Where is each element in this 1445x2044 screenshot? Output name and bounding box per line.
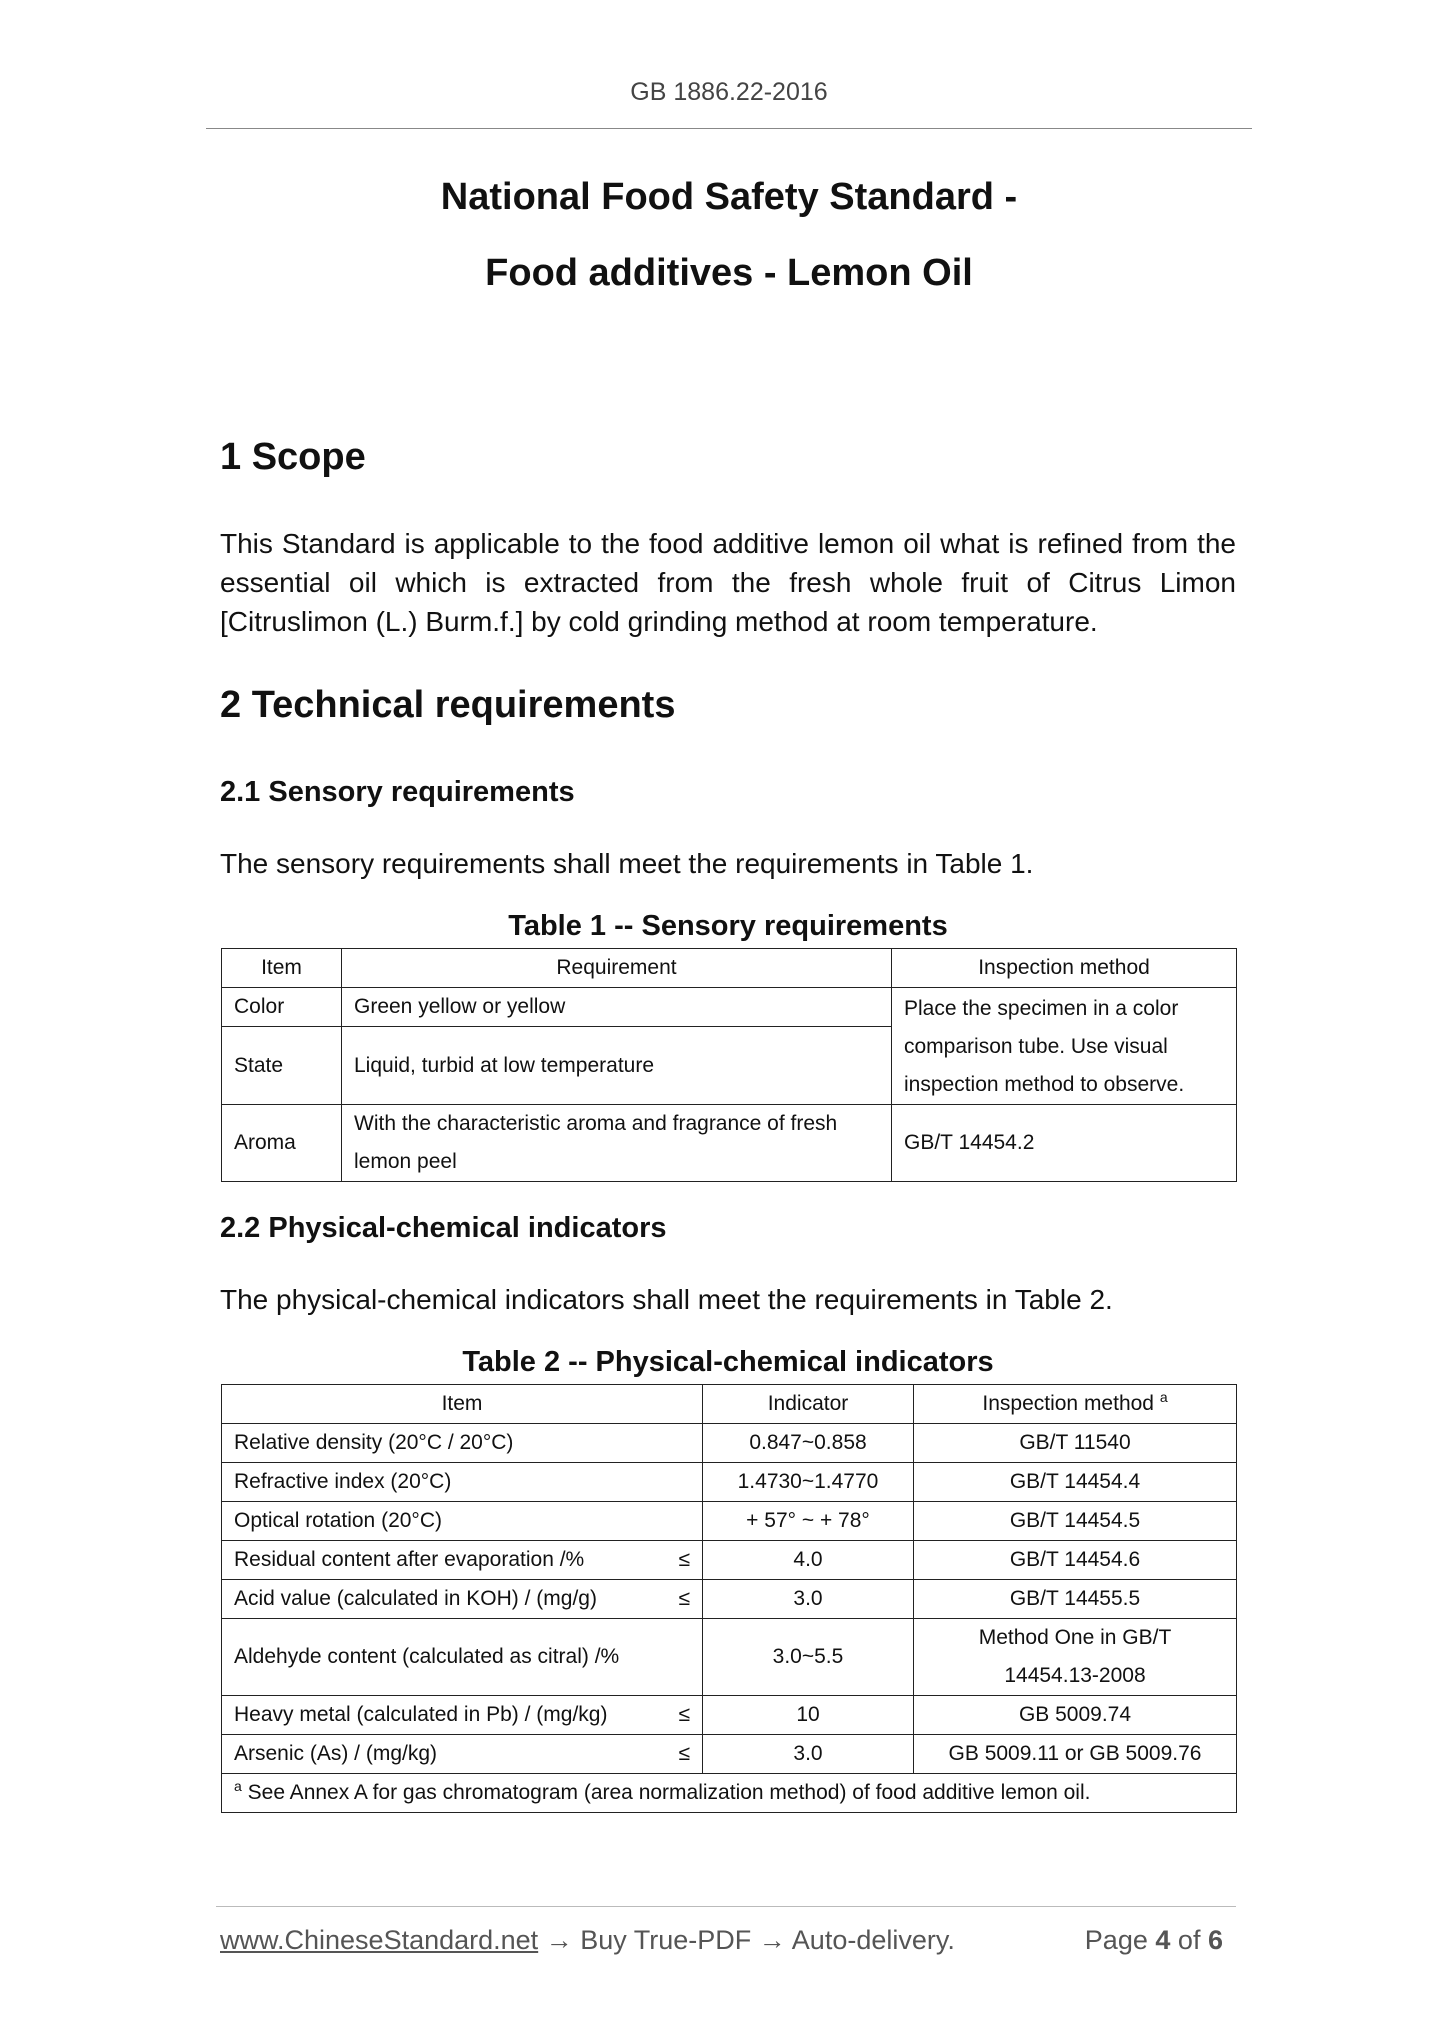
table-cell: 0.847~0.858: [703, 1424, 914, 1463]
table-cell: [222, 1424, 703, 1463]
subsection-physchem-text: The physical-chemical indicators shall meet the requirements in Table 2.: [220, 1284, 1113, 1315]
section-scope-heading: 1 Scope: [220, 436, 366, 478]
table-cell: [222, 1580, 703, 1619]
footnote-marker: a: [234, 1778, 242, 1794]
arrow-right-icon: →: [758, 1925, 786, 1955]
table-row: [222, 1619, 1237, 1696]
table-row: [222, 1105, 1237, 1182]
current-page: 4: [1155, 1925, 1171, 1955]
table-header-cell: Indicator: [703, 1385, 914, 1424]
footer-promo: [220, 1925, 955, 1956]
item-label: Residual content after evaporation /%: [234, 1548, 585, 1571]
header-method-label: Inspection method: [982, 1392, 1154, 1415]
table2-caption: Table 2 -- Physical-chemical indicators: [462, 1346, 994, 1378]
page-label: Page: [1084, 1925, 1148, 1955]
document-title-line1: National Food Safety Standard -: [440, 176, 1018, 218]
table-cell: State: [222, 1027, 342, 1105]
table-cell-merged-method: Place the specimen in a color comparison tube. Use visual inspection method to observe.: [892, 988, 1237, 1105]
item-label: Aldehyde content (calculated as citral) /%: [234, 1645, 620, 1668]
table-cell: [222, 1735, 703, 1774]
table-cell: Liquid, turbid at low temperature: [342, 1027, 892, 1105]
table-cell: 3.0~5.5: [703, 1619, 914, 1696]
page-indicator: [1085, 1925, 1223, 1956]
table-cell: 3.0: [703, 1580, 914, 1619]
of-label: of: [1177, 1925, 1201, 1955]
total-pages: 6: [1207, 1925, 1223, 1955]
item-label: Refractive index (20°C): [234, 1470, 452, 1493]
table-header-cell: Inspection method: [892, 949, 1237, 988]
arrow-right-icon: →: [545, 1925, 573, 1955]
table-cell: 3.0: [703, 1735, 914, 1774]
document-id: GB 1886.22-2016: [630, 78, 828, 106]
table-cell: [222, 1463, 703, 1502]
footnote-marker: a: [1159, 1389, 1168, 1405]
table-footnote: [222, 1774, 1237, 1813]
table-row: [222, 1580, 1237, 1619]
table-cell: GB/T 14455.5: [914, 1580, 1237, 1619]
table-cell: + 57° ~ + 78°: [703, 1502, 914, 1541]
item-label: Acid value (calculated in KOH) / (mg/g): [234, 1587, 597, 1610]
table-header-cell: Item: [222, 1385, 703, 1424]
le-symbol: ≤: [678, 1548, 690, 1571]
table-row: [222, 1696, 1237, 1735]
le-symbol: ≤: [678, 1742, 690, 1765]
table-cell: [222, 1696, 703, 1735]
table-row: [222, 988, 1237, 1027]
table-row: [222, 1424, 1237, 1463]
table-footnote-row: [222, 1774, 1237, 1813]
subsection-sensory-text: The sensory requirements shall meet the requirements in Table 1.: [220, 848, 1034, 879]
table-cell: [222, 1502, 703, 1541]
table-cell: GB/T 14454.5: [914, 1502, 1237, 1541]
table-cell: [222, 1619, 703, 1696]
item-label: Optical rotation (20°C): [234, 1509, 442, 1532]
table-cell: 4.0: [703, 1541, 914, 1580]
table-cell: Method One in GB/T 14454.13-2008: [914, 1619, 1237, 1696]
table-cell: GB/T 14454.6: [914, 1541, 1237, 1580]
table-cell: GB 5009.74: [914, 1696, 1237, 1735]
item-label: Heavy metal (calculated in Pb) / (mg/kg): [234, 1703, 608, 1726]
table-cell: 1.4730~1.4770: [703, 1463, 914, 1502]
item-label: Relative density (20°C / 20°C): [234, 1431, 514, 1454]
table-header-row: [222, 1385, 1237, 1424]
header-divider: [206, 128, 1252, 129]
table-cell: With the characteristic aroma and fragrance of fresh lemon peel: [342, 1105, 892, 1182]
subsection-physchem-heading: 2.2 Physical-chemical indicators: [220, 1212, 667, 1244]
section-technical-heading: 2 Technical requirements: [220, 684, 676, 726]
sensory-table: [221, 948, 1237, 1182]
footer-divider: [216, 1906, 1236, 1907]
le-symbol: ≤: [678, 1703, 690, 1726]
table-cell: GB/T 14454.4: [914, 1463, 1237, 1502]
subsection-sensory-heading: 2.1 Sensory requirements: [220, 776, 575, 808]
table1-caption: Table 1 -- Sensory requirements: [508, 910, 948, 942]
table-header-cell: [914, 1385, 1237, 1424]
table-cell: GB/T 14454.2: [892, 1105, 1237, 1182]
physchem-table: [221, 1384, 1237, 1813]
document-title-line2: Food additives - Lemon Oil: [485, 252, 973, 294]
table-row: [222, 1463, 1237, 1502]
le-symbol: ≤: [678, 1587, 690, 1610]
table-header-cell: Requirement: [342, 949, 892, 988]
table-cell: 10: [703, 1696, 914, 1735]
table-cell: [222, 1541, 703, 1580]
table-row: [222, 1541, 1237, 1580]
footnote-text: See Annex A for gas chromatogram (area normalization method) of food additive lemon oil.: [247, 1781, 1091, 1804]
table-cell: Aroma: [222, 1105, 342, 1182]
buy-pdf-text: Buy True-PDF: [580, 1925, 752, 1955]
table-cell: GB/T 11540: [914, 1424, 1237, 1463]
table-row: [222, 1502, 1237, 1541]
section-scope-text: This Standard is applicable to the food additive lemon oil what is refined from the essential oil which is extracted from the fresh whole fruit of Citrus Limon [Citruslimon (L.) Burm.f.] by cold grinding method at room temperature.: [220, 528, 1236, 637]
table-cell: Color: [222, 988, 342, 1027]
table-cell: GB 5009.11 or GB 5009.76: [914, 1735, 1237, 1774]
table-cell: Green yellow or yellow: [342, 988, 892, 1027]
website-link[interactable]: www.ChineseStandard.net: [220, 1925, 539, 1955]
item-label: Arsenic (As) / (mg/kg): [234, 1742, 438, 1765]
table-row: [222, 1735, 1237, 1774]
auto-delivery-text: Auto-delivery.: [791, 1925, 955, 1955]
table-header-row: [222, 949, 1237, 988]
table-header-cell: Item: [222, 949, 342, 988]
